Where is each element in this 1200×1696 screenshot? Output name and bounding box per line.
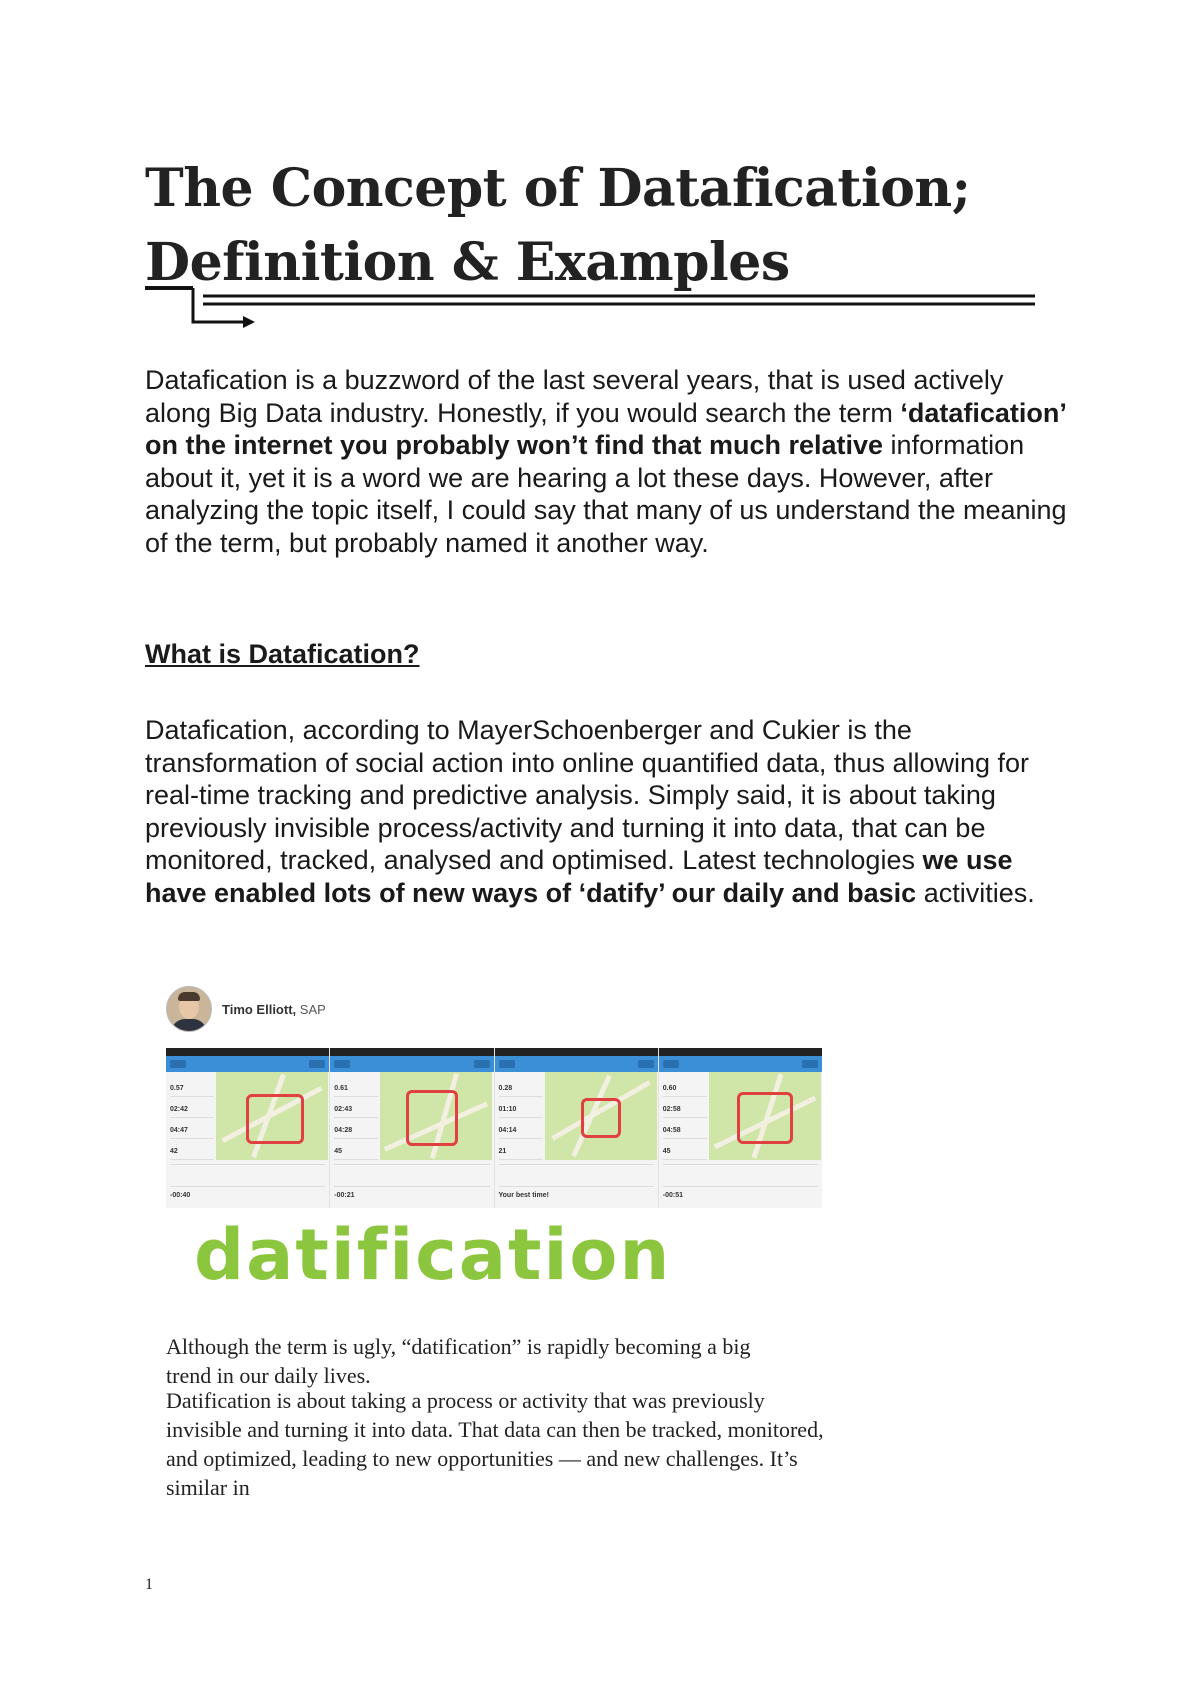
- run-stats: [663, 1076, 707, 1160]
- intro-paragraph: [145, 364, 1075, 560]
- route-map: [709, 1072, 821, 1160]
- author-org: SAP: [296, 1001, 326, 1017]
- embedded-article-figure: [166, 986, 826, 1526]
- author-name: Timo Elliott, SAP: [222, 1001, 326, 1017]
- run-result: -00:40: [170, 1186, 325, 1205]
- datification-wordmark: datification: [194, 1214, 672, 1296]
- stat-value: 01:10: [499, 1097, 543, 1118]
- quote-paragraph: Datification is about taking a process or activity that was previously invisible and turning it into data. That data can then be tracked, monitored, and optimized, leading to new opportunities — and new challenges. It’s similar in: [166, 1388, 824, 1500]
- route-map: [380, 1072, 492, 1160]
- run-stats: [334, 1076, 378, 1160]
- section-heading: What is Datafication?: [145, 639, 420, 669]
- stat-value: 02:43: [334, 1097, 378, 1118]
- app-screen: [166, 1048, 330, 1208]
- intro-text-bold: ‘datafication’ on the internet you probably won’t find that much relative: [145, 397, 1066, 461]
- author-byline: [166, 986, 326, 1032]
- stat-value: 42: [170, 1139, 214, 1160]
- running-app-screenshots: [166, 1048, 822, 1208]
- run-stats: [170, 1076, 214, 1160]
- page-number: 1: [145, 1576, 153, 1593]
- stat-value: 04:28: [334, 1118, 378, 1139]
- stat-value: 0.60: [663, 1076, 707, 1097]
- stat-value: 0.57: [170, 1076, 214, 1097]
- intro-text-2: information about it, yet it is a word we are hearing a lot these days. However, after analyzing the topic itself, I could say that many of us understand the meaning of the term, but probably named it another way.: [145, 430, 1067, 558]
- title-divider-arrow: [145, 286, 1045, 338]
- stat-value: 04:58: [663, 1118, 707, 1139]
- stat-value: 0.28: [499, 1076, 543, 1097]
- title-line-2: Definition & Examples: [145, 232, 790, 293]
- app-screen: [659, 1048, 822, 1208]
- route-map: [216, 1072, 328, 1160]
- stat-value: 45: [663, 1139, 707, 1160]
- stat-value: 02:58: [663, 1097, 707, 1118]
- quote-paragraph: Although the term is ugly, “datification” is rapidly becoming a big trend in our daily lives.: [166, 1334, 751, 1388]
- stat-value: 21: [499, 1139, 543, 1160]
- stat-value: 02:42: [170, 1097, 214, 1118]
- definition-text-2: activities.: [916, 877, 1035, 908]
- definition-text-bold: we use have enabled lots of new ways of ‘datify’ our daily and basic: [145, 845, 1013, 908]
- intro-text-1: Datafication is a buzzword of the last several years, that is used actively along Big Data industry. Honestly, if you would search the term: [145, 365, 1004, 428]
- author-avatar: [166, 986, 212, 1032]
- run-stats: [499, 1076, 543, 1160]
- definition-text-1: Datafication, according to MayerSchoenberger and Cukier is the transformation of social action into online quantified data, thus allowing for real-time tracking and predictive analysis. Simply said, it is about taking previously invisible process/activity and turning it into data, that can be monitored, tracked, analysed and optimised. Latest technologies: [145, 715, 1030, 876]
- route-map: [545, 1072, 657, 1160]
- definition-paragraph: [145, 714, 1075, 910]
- stat-value: 0.61: [334, 1076, 378, 1097]
- run-result: Your best time!: [499, 1186, 654, 1205]
- stat-value: 04:14: [499, 1118, 543, 1139]
- title-line-1: The Concept of Datafication;: [145, 158, 971, 219]
- stat-value: 45: [334, 1139, 378, 1160]
- run-result: -00:21: [334, 1186, 489, 1205]
- app-screen: [330, 1048, 494, 1208]
- app-screen: [495, 1048, 659, 1208]
- stat-value: 04:47: [170, 1118, 214, 1139]
- document-title: [145, 152, 1105, 300]
- run-result: -00:51: [663, 1186, 818, 1205]
